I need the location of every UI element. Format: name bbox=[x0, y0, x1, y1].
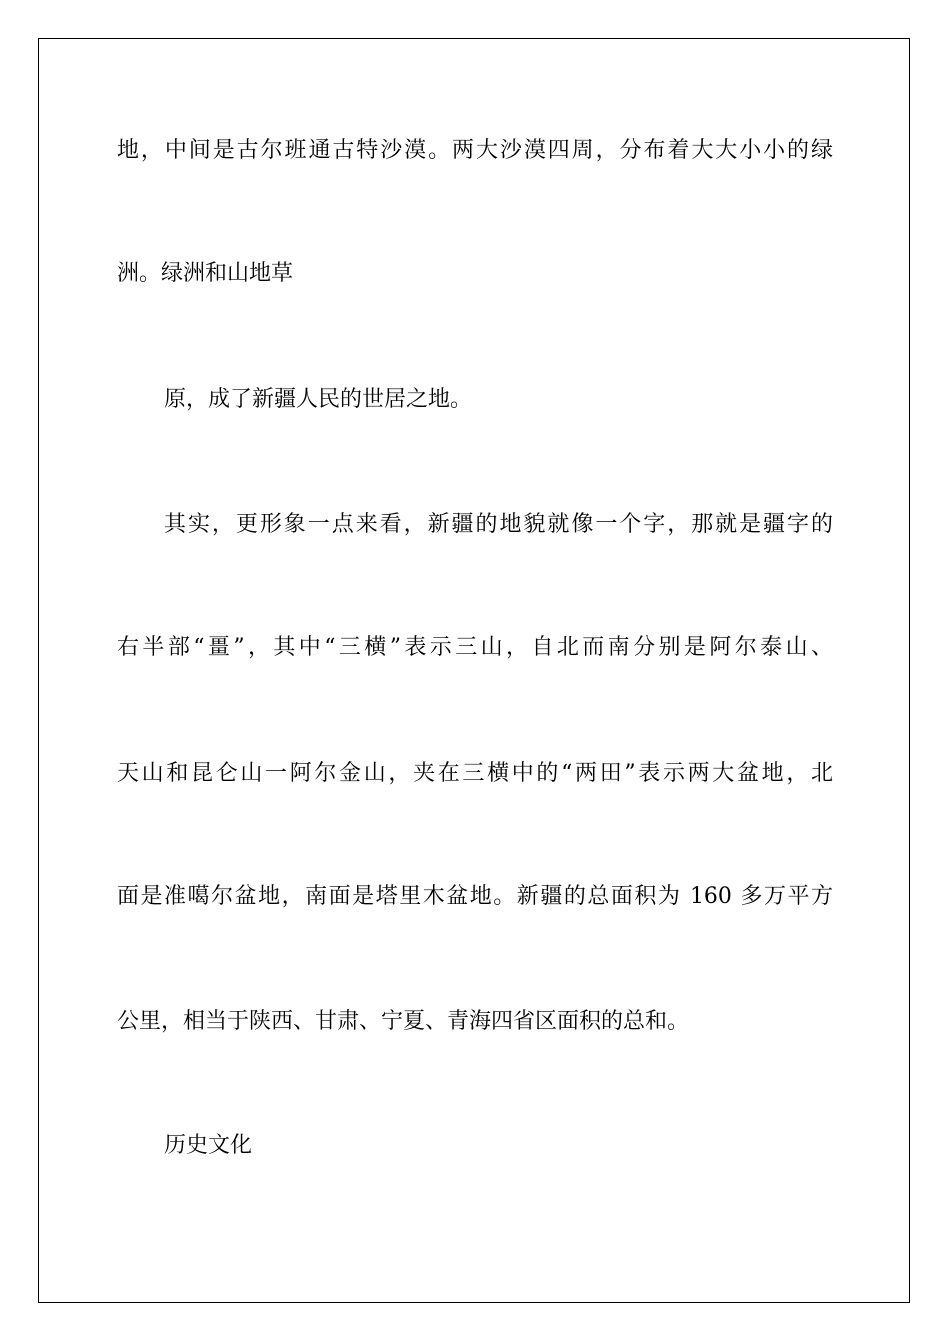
text-line-1: 地，中间是古尔班通古特沙漠。两大沙漠四周，分布着大大小小的绿 bbox=[117, 138, 833, 163]
text-line-8: 公里，相当于陕西、甘肃、宁夏、青海四省区面积的总和。 bbox=[117, 1009, 690, 1034]
text-line-3: 原，成了新疆人民的世居之地。 bbox=[164, 387, 473, 412]
page-border bbox=[38, 38, 910, 1303]
text-line-4: 其实，更形象一点来看，新疆的地貌就像一个字，那就是疆字的 bbox=[164, 512, 833, 537]
text-line-7: 面是准噶尔盆地，南面是塔里木盆地。新疆的总面积为 160 多万平方 bbox=[117, 884, 833, 909]
text-line-6: 天山和昆仑山一阿尔金山，夹在三横中的“两田”表示两大盆地，北 bbox=[117, 761, 833, 786]
text-line-2: 洲。绿洲和山地草 bbox=[117, 261, 294, 286]
text-line-5: 右半部“畺”，其中“三横”表示三山，自北而南分别是阿尔泰山、 bbox=[117, 635, 833, 660]
section-heading: 历史文化 bbox=[164, 1133, 253, 1158]
